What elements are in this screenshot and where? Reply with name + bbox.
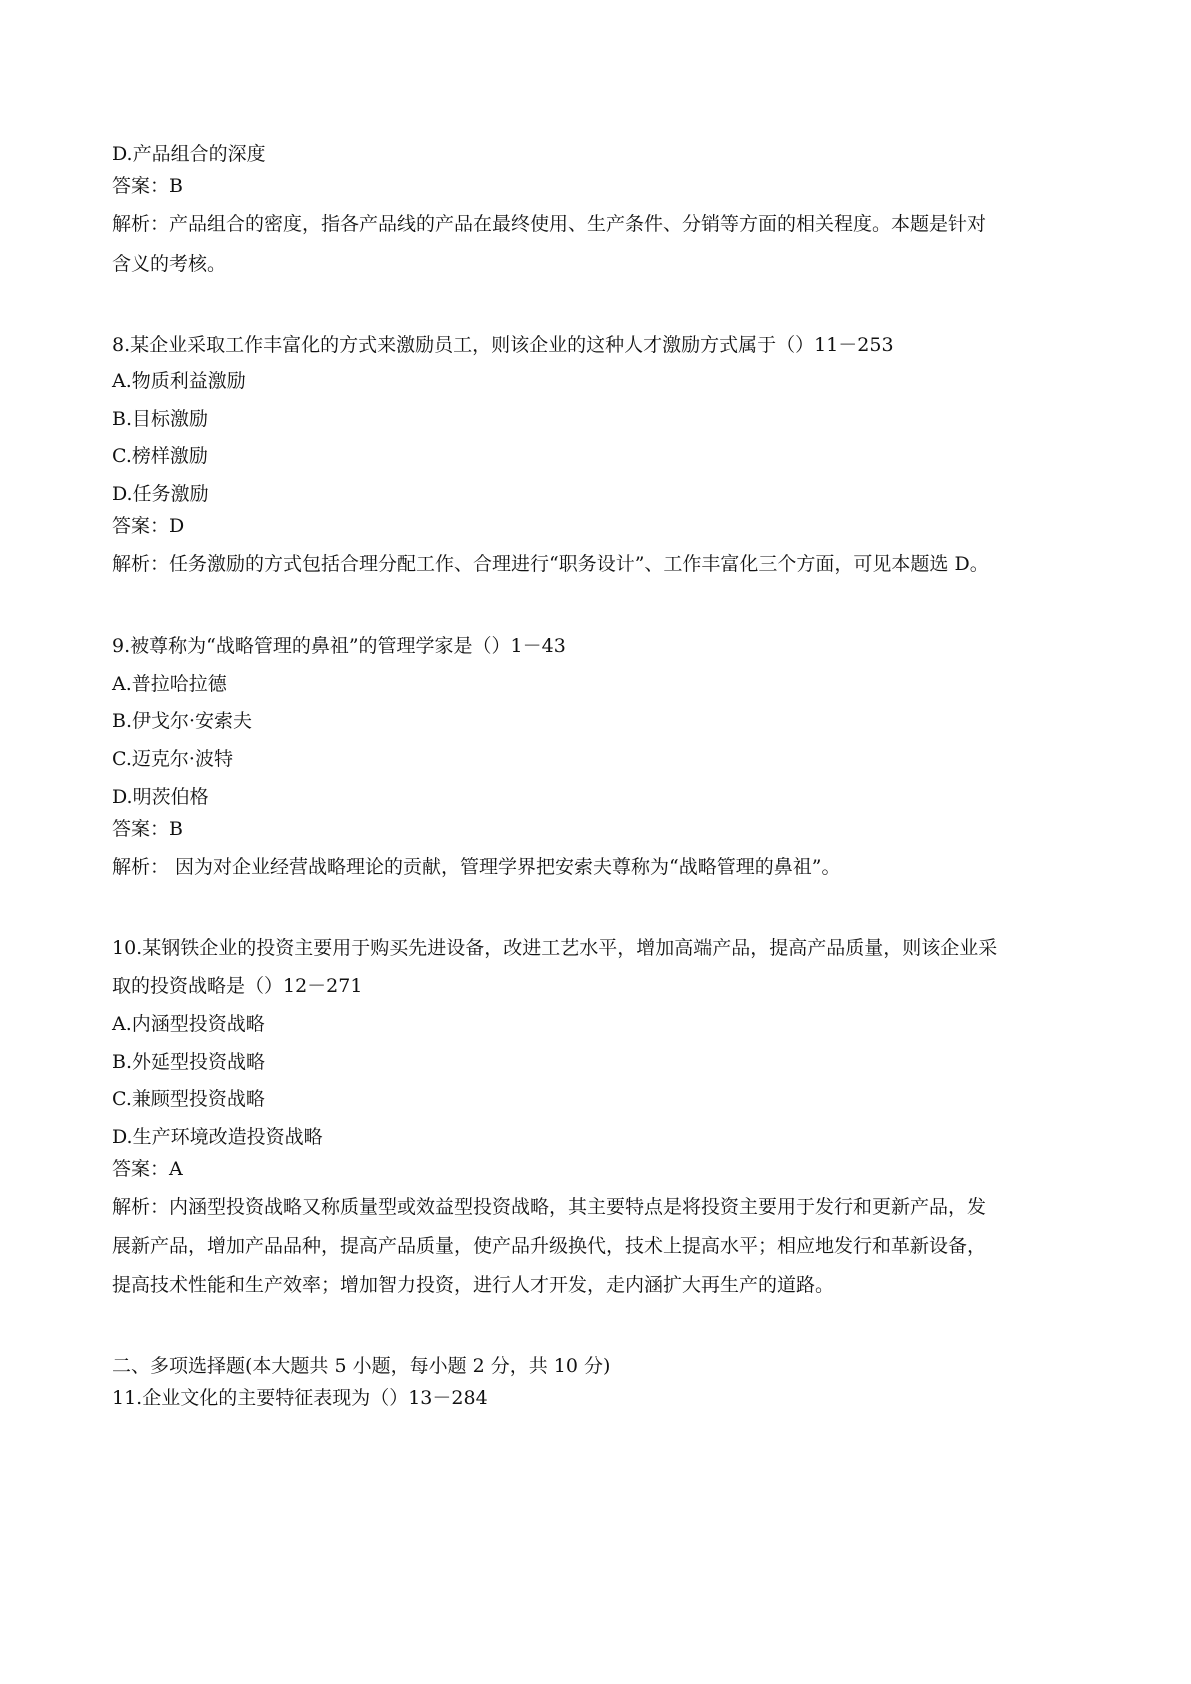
q10-analysis-line-2: 展新产品，增加产品品种，提高产品质量，使产品升级换代，技术上提高水平；相应地发行和革新设备， xyxy=(112,1235,987,1257)
q10-answer: 答案：A xyxy=(112,1158,183,1180)
q7-answer: 答案：B xyxy=(112,175,183,197)
q9-option-b: B.伊戈尔·安索夫 xyxy=(112,710,253,732)
q10-option-d: D.生产环境改造投资战略 xyxy=(112,1126,323,1148)
q10-stem-line-2: 取的投资战略是（）12－271 xyxy=(112,975,363,997)
q7-analysis-line-1: 解析：产品组合的密度，指各产品线的产品在最终使用、生产条件、分销等方面的相关程度。本题是针对 xyxy=(112,213,987,235)
q8-option-d: D.任务激励 xyxy=(112,483,209,505)
q10-analysis-line-1: 解析：内涵型投资战略又称质量型或效益型投资战略，其主要特点是将投资主要用于发行和更新产品，发 xyxy=(112,1196,987,1218)
q7-analysis-line-2: 含义的考核。 xyxy=(112,253,227,275)
q10-option-b: B.外延型投资战略 xyxy=(112,1051,266,1073)
q9-option-a: A.普拉哈拉德 xyxy=(112,673,227,695)
q8-option-b: B.目标激励 xyxy=(112,408,209,430)
q9-answer: 答案：B xyxy=(112,818,183,840)
q8-analysis: 解析：任务激励的方式包括合理分配工作、合理进行“职务设计”、工作丰富化三个方面，可见本题选 D。 xyxy=(112,553,989,575)
q8-answer: 答案：D xyxy=(112,515,185,537)
q8-stem: 8.某企业采取工作丰富化的方式来激励员工，则该企业的这种人才激励方式属于（）11－253 xyxy=(112,334,894,356)
q7-option-d: D.产品组合的深度 xyxy=(112,143,266,165)
q10-option-a: A.内涵型投资战略 xyxy=(112,1013,265,1035)
q8-option-c: C.榜样激励 xyxy=(112,445,208,467)
q9-analysis: 解析： 因为对企业经营战略理论的贡献，管理学界把安索夫尊称为“战略管理的鼻祖”。 xyxy=(112,856,841,878)
q8-option-a: A.物质利益激励 xyxy=(112,370,246,392)
q9-option-d: D.明茨伯格 xyxy=(112,786,209,808)
q9-option-c: C.迈克尔·波特 xyxy=(112,748,233,770)
q11-stem: 11.企业文化的主要特征表现为（）13－284 xyxy=(112,1387,488,1409)
q9-stem: 9.被尊称为“战略管理的鼻祖”的管理学家是（）1－43 xyxy=(112,635,566,657)
q10-stem-line-1: 10.某钢铁企业的投资主要用于购买先进设备，改进工艺水平，增加高端产品，提高产品质量，则该企业采 xyxy=(112,937,998,959)
q10-option-c: C.兼顾型投资战略 xyxy=(112,1088,265,1110)
section-heading-multiple-choice: 二、多项选择题(本大题共 5 小题，每小题 2 分，共 10 分) xyxy=(112,1355,611,1377)
q10-analysis-line-3: 提高技术性能和生产效率；增加智力投资，进行人才开发，走内涵扩大再生产的道路。 xyxy=(112,1274,835,1296)
